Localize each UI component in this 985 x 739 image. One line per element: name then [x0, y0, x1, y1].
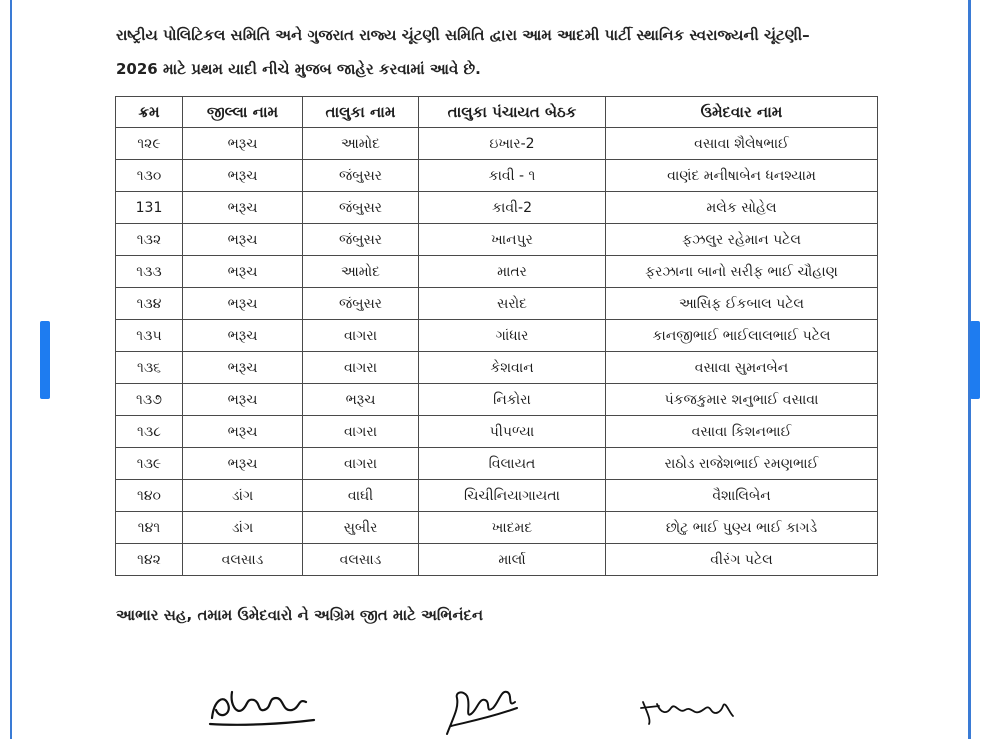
- left-resize-handle[interactable]: [40, 321, 50, 399]
- cell-district: ભરૂચ: [183, 352, 303, 384]
- cell-district: ડાંગ: [183, 512, 303, 544]
- cell-seat: પીપળ્યા: [419, 416, 606, 448]
- header-district: જીલ્લા નામ: [183, 97, 303, 128]
- cell-taluka: જંબુસર: [303, 224, 419, 256]
- cell-taluka: વાગરા: [303, 416, 419, 448]
- cell-district: ભરૂચ: [183, 448, 303, 480]
- cell-serial: ૧૩૨: [116, 224, 183, 256]
- cell-candidate: વાણંદ મનીષાબેન ધનશ્યામ: [606, 160, 878, 192]
- cell-candidate: વસાવા શૈલેષભાઈ: [606, 128, 878, 160]
- table-row: [116, 288, 878, 320]
- cell-seat: માતર: [419, 256, 606, 288]
- cell-serial: ૧૩૬: [116, 352, 183, 384]
- cell-taluka: જંબુસર: [303, 160, 419, 192]
- cell-district: ભરૂચ: [183, 224, 303, 256]
- cell-district: વલસાડ: [183, 544, 303, 576]
- table-row: [116, 128, 878, 160]
- cell-seat: ચિચીનિયાગાયતા: [419, 480, 606, 512]
- cell-serial: ૧૩૮: [116, 416, 183, 448]
- document-page: [52, 0, 968, 739]
- table-row: [116, 448, 878, 480]
- cell-seat: કેશવાન: [419, 352, 606, 384]
- cell-taluka: વાઘી: [303, 480, 419, 512]
- cell-candidate: પંકજકુમાર શનુભાઈ વસાવા: [606, 384, 878, 416]
- cell-taluka: વાગરા: [303, 320, 419, 352]
- cell-seat: નિકોરા: [419, 384, 606, 416]
- table-row: [116, 192, 878, 224]
- cell-candidate: આસિફ ઈકબાલ પટેલ: [606, 288, 878, 320]
- table-row: [116, 256, 878, 288]
- cell-candidate: રાઠોડ રાજેશભાઈ રમણભાઈ: [606, 448, 878, 480]
- table-row: [116, 160, 878, 192]
- cell-taluka: આમોદ: [303, 128, 419, 160]
- cell-serial: ૧૩૫: [116, 320, 183, 352]
- cell-district: ડાંગ: [183, 480, 303, 512]
- header-serial: ક્રમ: [116, 97, 183, 128]
- cell-district: ભરૂચ: [183, 416, 303, 448]
- cell-district: ભરૂચ: [183, 384, 303, 416]
- cell-seat: વિલાયત: [419, 448, 606, 480]
- header-candidate: ઉમેદવાર નામ: [606, 97, 878, 128]
- table-row: [116, 544, 878, 576]
- cell-taluka: વાગરા: [303, 448, 419, 480]
- cell-taluka: વાગરા: [303, 352, 419, 384]
- cell-seat: ઇખાર-2: [419, 128, 606, 160]
- cell-seat: ખાનપુર: [419, 224, 606, 256]
- cell-candidate: કાનજીભાઈ ભાઈલાલભાઈ પટેલ: [606, 320, 878, 352]
- cell-candidate: મલેક સોહેલ: [606, 192, 878, 224]
- cell-seat: ગાંધાર: [419, 320, 606, 352]
- cell-serial: ૧૨૯: [116, 128, 183, 160]
- cell-taluka: સુબીર: [303, 512, 419, 544]
- cell-district: ભરૂચ: [183, 160, 303, 192]
- cell-candidate: વસાવા સુમનબેન: [606, 352, 878, 384]
- cell-serial: ૧૩૯: [116, 448, 183, 480]
- cell-candidate: વૈશાલિબેન: [606, 480, 878, 512]
- table-row: [116, 320, 878, 352]
- cell-serial: ૧૪૨: [116, 544, 183, 576]
- cell-district: ભરૂચ: [183, 320, 303, 352]
- cell-serial: ૧૩૩: [116, 256, 183, 288]
- table-header-row: [116, 97, 878, 128]
- cell-seat: કાવી - ૧: [419, 160, 606, 192]
- cell-serial: ૧૩૭: [116, 384, 183, 416]
- closing-line: આભાર સહ, તમામ ઉમેદવારો ને અગ્રિમ જીત માટે અભિનંદન: [116, 606, 484, 624]
- cell-district: ભરૂચ: [183, 192, 303, 224]
- cell-serial: ૧૩૪: [116, 288, 183, 320]
- table-row: [116, 224, 878, 256]
- right-resize-handle[interactable]: [970, 321, 980, 399]
- intro-line-2: 2026 માટે પ્રથમ યાદી નીચે મુજબ જાહેર કરવામાં આવે છે.: [116, 60, 481, 78]
- cell-seat: માર્લા: [419, 544, 606, 576]
- header-seat: તાલુકા પંચાયત બેઠક: [419, 97, 606, 128]
- cell-serial: ૧૩૦: [116, 160, 183, 192]
- signature-2: [437, 678, 527, 738]
- candidate-table: [115, 96, 878, 576]
- cell-seat: ખાદમદ: [419, 512, 606, 544]
- intro-paragraph: [116, 18, 916, 86]
- cell-candidate: વીરંગ પટેલ: [606, 544, 878, 576]
- table-row: [116, 384, 878, 416]
- cell-taluka: આમોદ: [303, 256, 419, 288]
- cell-seat: સરોદ: [419, 288, 606, 320]
- cell-candidate: વસાવા કિશનભાઈ: [606, 416, 878, 448]
- cell-taluka: જંબુસર: [303, 192, 419, 224]
- header-taluka: તાલુકા નામ: [303, 97, 419, 128]
- cell-district: ભરૂચ: [183, 288, 303, 320]
- table-row: [116, 512, 878, 544]
- cell-serial: ૧૪૧: [116, 512, 183, 544]
- cell-taluka: જંબુસર: [303, 288, 419, 320]
- cell-serial: ૧૪૦: [116, 480, 183, 512]
- table-row: [116, 352, 878, 384]
- cell-serial: 131: [116, 192, 183, 224]
- table-row: [116, 416, 878, 448]
- cell-district: ભરૂચ: [183, 256, 303, 288]
- cell-candidate: ફરઝાના બાનો સરીફ ભાઈ ચૌહાણ: [606, 256, 878, 288]
- cell-district: ભરૂચ: [183, 128, 303, 160]
- cell-taluka: ભરૂચ: [303, 384, 419, 416]
- table-row: [116, 480, 878, 512]
- cell-seat: કાવી-2: [419, 192, 606, 224]
- cell-candidate: ફઝલુર રહેમાન પટેલ: [606, 224, 878, 256]
- intro-line-1: રાષ્ટ્રીય પોલિટિકલ સમિતિ અને ગુજરાત રાજ્ય ચૂંટણી સમિતિ દ્વારા આમ આદમી પાર્ટી સ્થાનિક સ્વરાજ્યની ચૂંટણી–: [116, 26, 810, 44]
- cell-taluka: વલસાડ: [303, 544, 419, 576]
- viewer-left-border: [0, 0, 12, 739]
- signature-3: [637, 690, 737, 730]
- cell-candidate: છોટુ ભાઈ પુણ્ય ભાઈ કાગડે: [606, 512, 878, 544]
- signature-1: [202, 680, 322, 728]
